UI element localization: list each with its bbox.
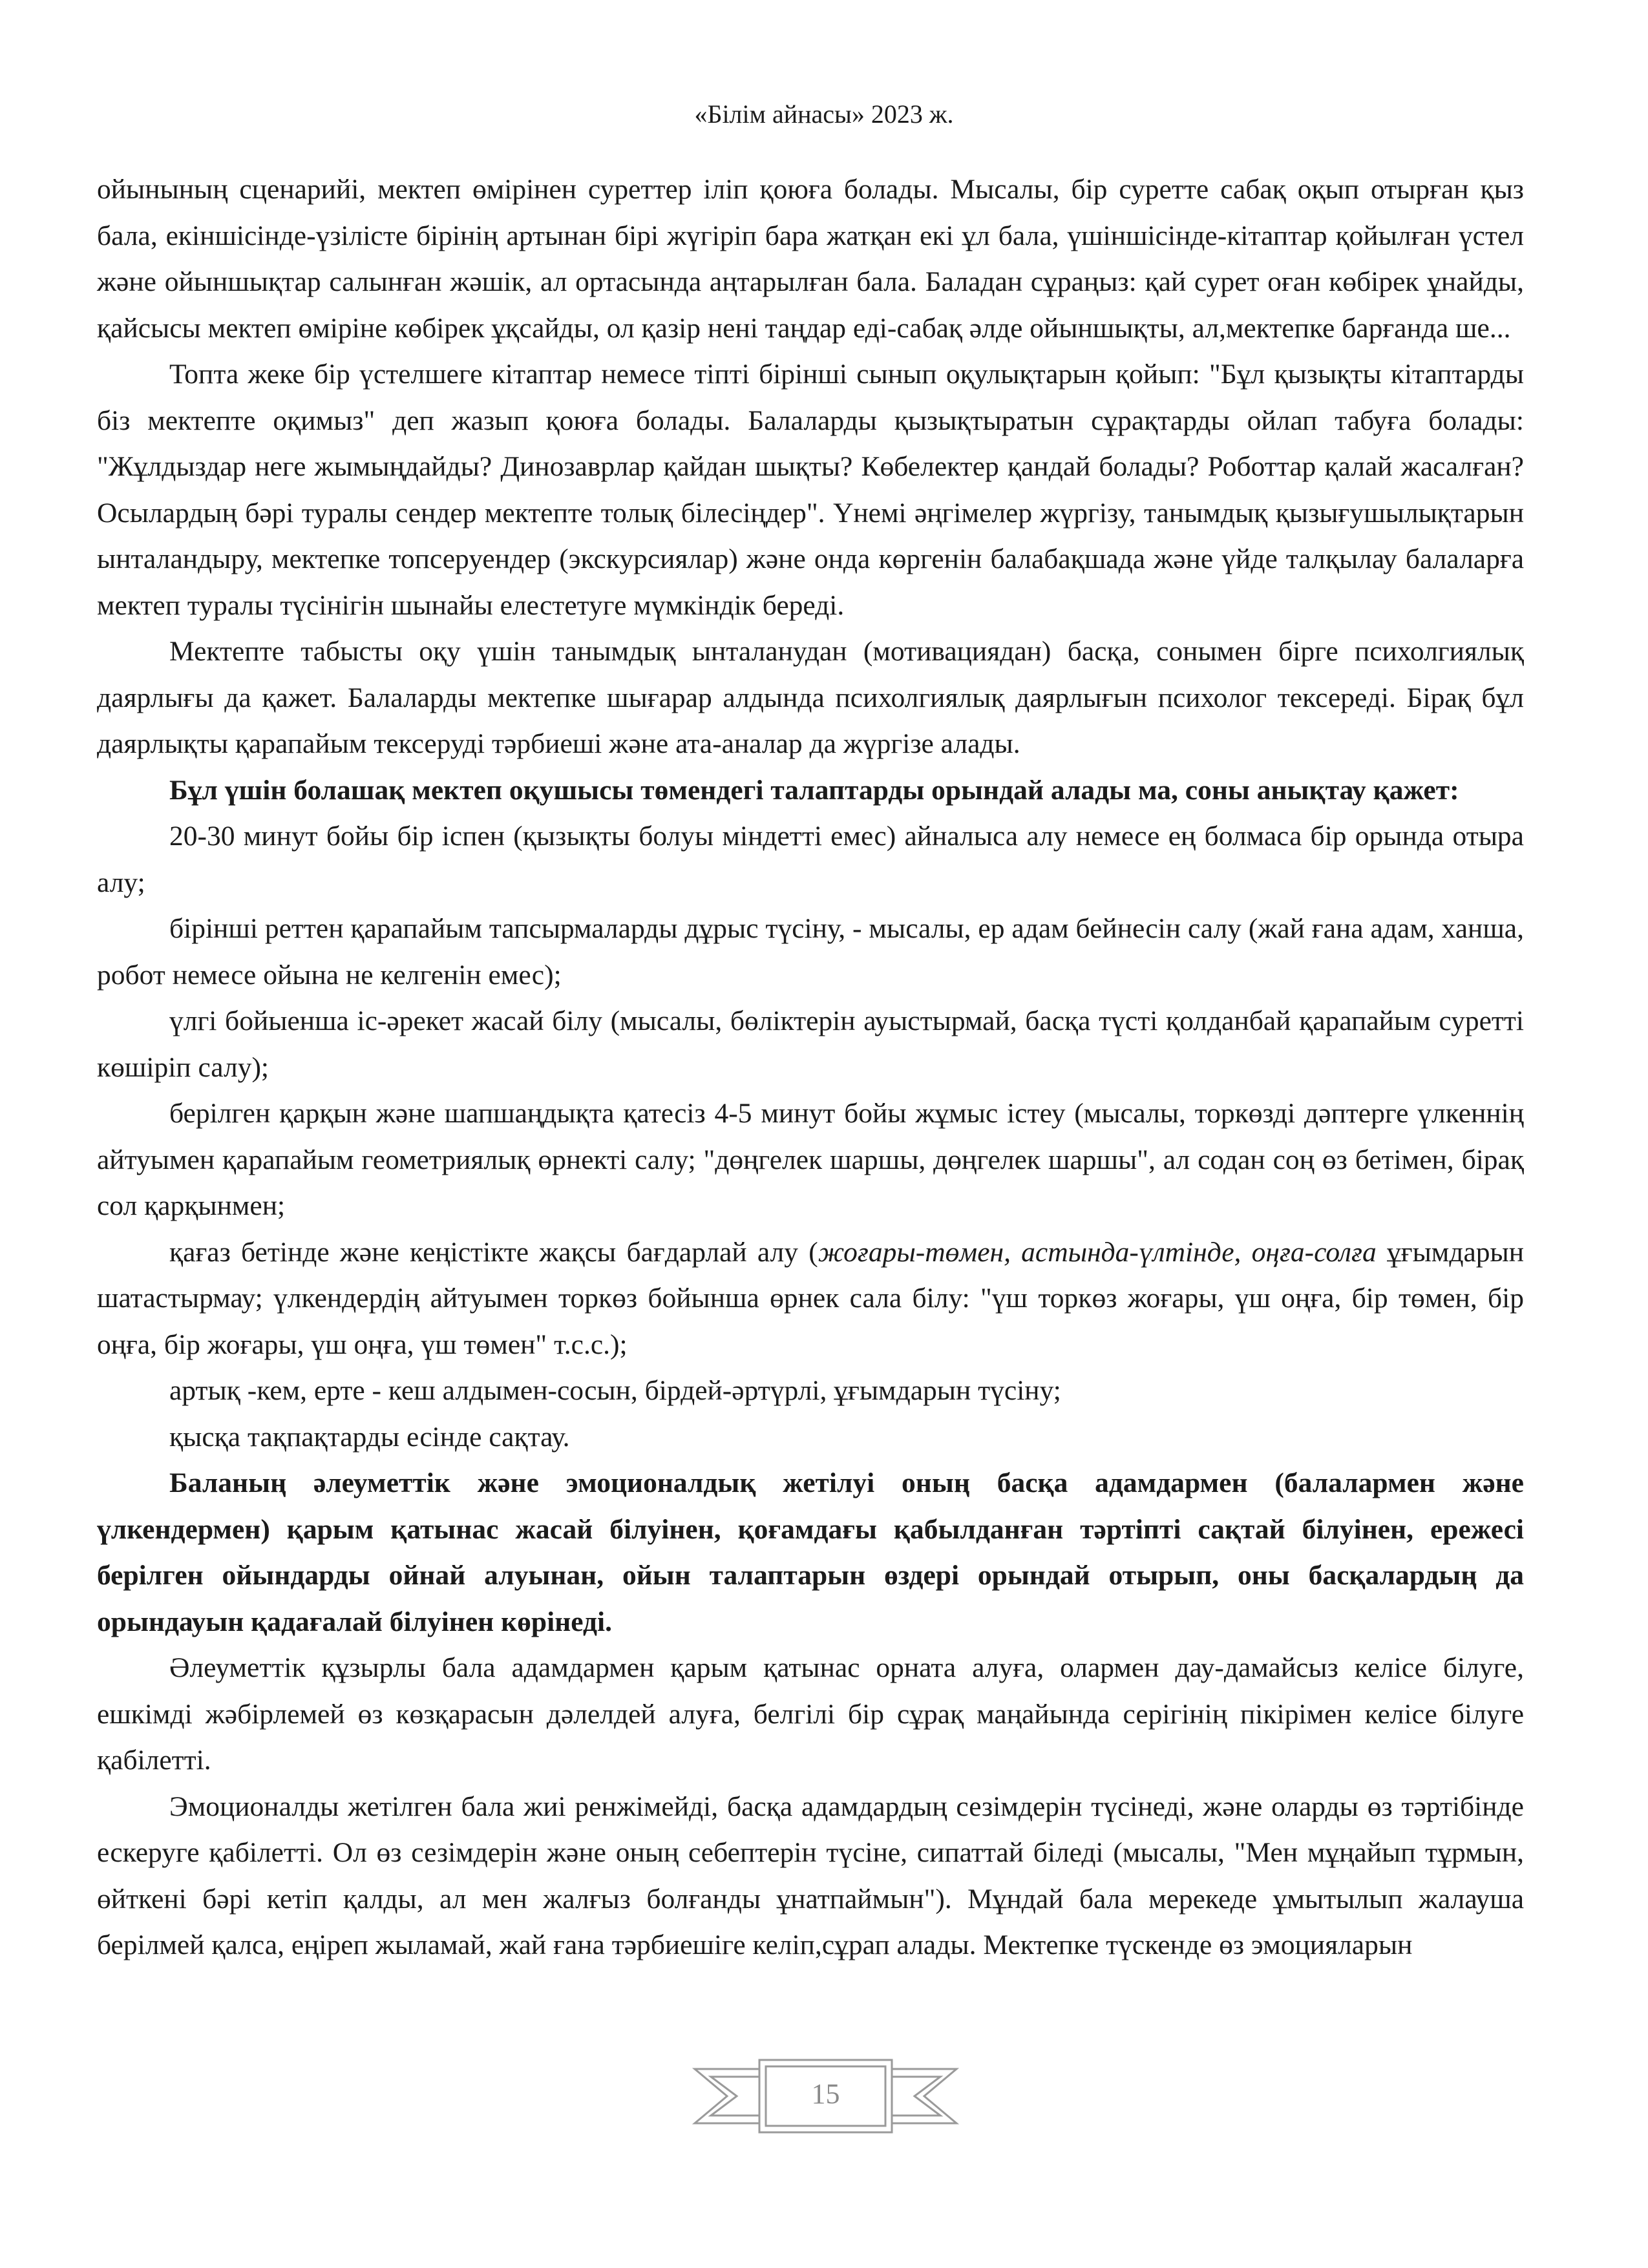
list-item-7: қысқа тақпақтарды есінде сақтау. (169, 1421, 570, 1453)
list-item-5 (97, 1230, 1524, 1369)
article-body (97, 167, 1524, 1969)
list-item-6: артық -кем, ерте - кеш алдымен-сосын, бірдей-әртүрлі, ұғымдарын түсіну; (169, 1375, 1061, 1406)
list-item-5-start: қағаз бетінде және кеңістікте жақсы бағдарлай алу ( (169, 1236, 818, 1268)
list-item-4: берілген қарқын және шапшаңдықта қатесіз 4-5 минут бойы жұмыс істеу (мысалы, торкөзді дәптерге үлкеннің айтуымен қарапайым геометриялық өрнекті салу; "дөңгелек шаршы, дөңгелек шаршы", ал содан соң өз бетімен, бірақ сол қарқынмен; (97, 1098, 1524, 1221)
list-item-3: үлгі бойыенша іс-әрекет жасай білу (мысалы, бөліктерін ауыстырмай, басқа түсті қолданбай қарапайым суретті көшіріп салу); (97, 1005, 1524, 1083)
paragraph-4-bold: Бұл үшін болашақ мектеп оқушысы төмендегі талаптарды орындай алады ма, соны анықтау қажет: (169, 774, 1459, 806)
paragraph-bold-2: Баланың әлеуметтік және эмоционалдық жетілуі оның басқа адамдармен (балалармен және үлкендермен) қарым қатынас жасай білуінен, қоғамдағы қабылданған тәртіпті сақтай білуінен, ережесі берілген ойындарды ойнай алуынан, ойын талаптарын өздері орындай отырып, оны басқалардың да орындауын қадағалай білуінен көрінеді. (97, 1467, 1524, 1637)
list-item-5-end: ұғымдарын шатастырмау; үлкендердің айтуымен торкөз бойынша өрнек сала білу: "үш торкөз жоғары, үш оңға, бір төмен, бір оңға, бір жоғары, үш оңға, үш төмен" т.с.с.); (97, 1236, 1525, 1360)
paragraph-6: Эмоционалды жетілген бала жиі ренжімейді, басқа адамдардың сезімдерін түсінеді, және оларды өз тәртібінде ескеруге қабілетті. Ол өз сезімдерін және оның себептерін түсіне, сипаттай біледі (мысалы, "Мен мұңайып тұрмын, өйткені бәрі кетіп қалды, ал мен жалғыз болғанды ұнатпаймын"). Мұндай бала мерекеде ұмытылып жалауша берілмей қалса, еңіреп жыламай, жай ғана тәрбиешіге келіп,сұрап алады. Мектепке түскенде өз эмоцияларын (97, 1790, 1524, 1960)
page-number: 15 (811, 2078, 840, 2110)
paragraph-2: Топта жеке бір үстелшеге кітаптар немесе тіпті бірінші сынып оқулықтарын қойып: "Бұл қызықты кітаптарды біз мектепте оқимыз" деп жазып қоюға болады. Балаларды қызықтыратын сұрақтарды ойлап табуға болады: "Жұлдыздар неге жымыңдайды? Динозаврлар қайдан шықты? Көбелектер қандай болады? Роботтар қалай жасалған? Осылардың бәрі туралы сендер мектепте толық білесіңдер". Үнемі әңгімелер жүргізу, танымдық қызығушылықтарын ынталандыру, мектепке топсеруендер (экскурсиялар) және онда көргенін балабақшада және үйде талқылау балаларға мектеп туралы түсінігін шынайы елестетуге мүмкіндік береді. (97, 359, 1524, 621)
list-item-1: 20-30 минут бойы бір іспен (қызықты болуы міндетті емес) айналыса алу немесе ең болмаса бір орында отыра алу; (97, 821, 1524, 898)
list-item-5-italic: жоғары-төмен, астында-үлтінде, оңға-солға (818, 1236, 1377, 1268)
page-number-banner (682, 2056, 969, 2140)
paragraph-5: Әлеуметтік құзырлы бала адамдармен қарым қатынас орната алуға, олармен дау-дамайсыз келісе білуге, ешкімді жәбірлемей өз көзқарасын дәлелдей алуға, белгілі бір сұрақ маңайында серігінің пікірімен келісе білуге қабілетті. (97, 1652, 1524, 1776)
list-item-2: бірінші реттен қарапайым тапсырмаларды дұрыс түсіну, - мысалы, ер адам бейнесін салу (жай ғана адам, ханша, робот немесе ойына не келгенін емес); (97, 913, 1524, 991)
journal-running-header: «Білім айнасы» 2023 ж. (694, 100, 954, 129)
paragraph-3: Мектепте табысты оқу үшін танымдық ынталанудан (мотивациядан) басқа, сонымен бірге психолгиялық даярлығы да қажет. Балаларды мектепке шығарар алдында психолгиялық даярлығын психолог тексереді. Бірақ бұл даярлықты қарапайым тексеруді тәрбиеші және ата-аналар да жүргізе алады. (97, 636, 1524, 759)
paragraph-1: ойынының сценарийі, мектеп өмірінен суреттер іліп қоюға болады. Мысалы, бір суретте сабақ оқып отырған қыз бала, екіншісінде-үзілісте бірінің артынан бірі жүгіріп бара жатқан екі ұл бала, үшіншісінде-кітаптар қойылған үстел және ойыншықтар салынған жәшік, ал ортасында аңтарылған бала. Баладан сұраңыз: қай сурет оған көбірек ұнайды, қайсысы мектеп өміріне көбірек ұқсайды, ол қазір нені таңдар еді-сабақ әлде ойыншықты, ал,мектепке барғанда ше... (97, 174, 1524, 344)
